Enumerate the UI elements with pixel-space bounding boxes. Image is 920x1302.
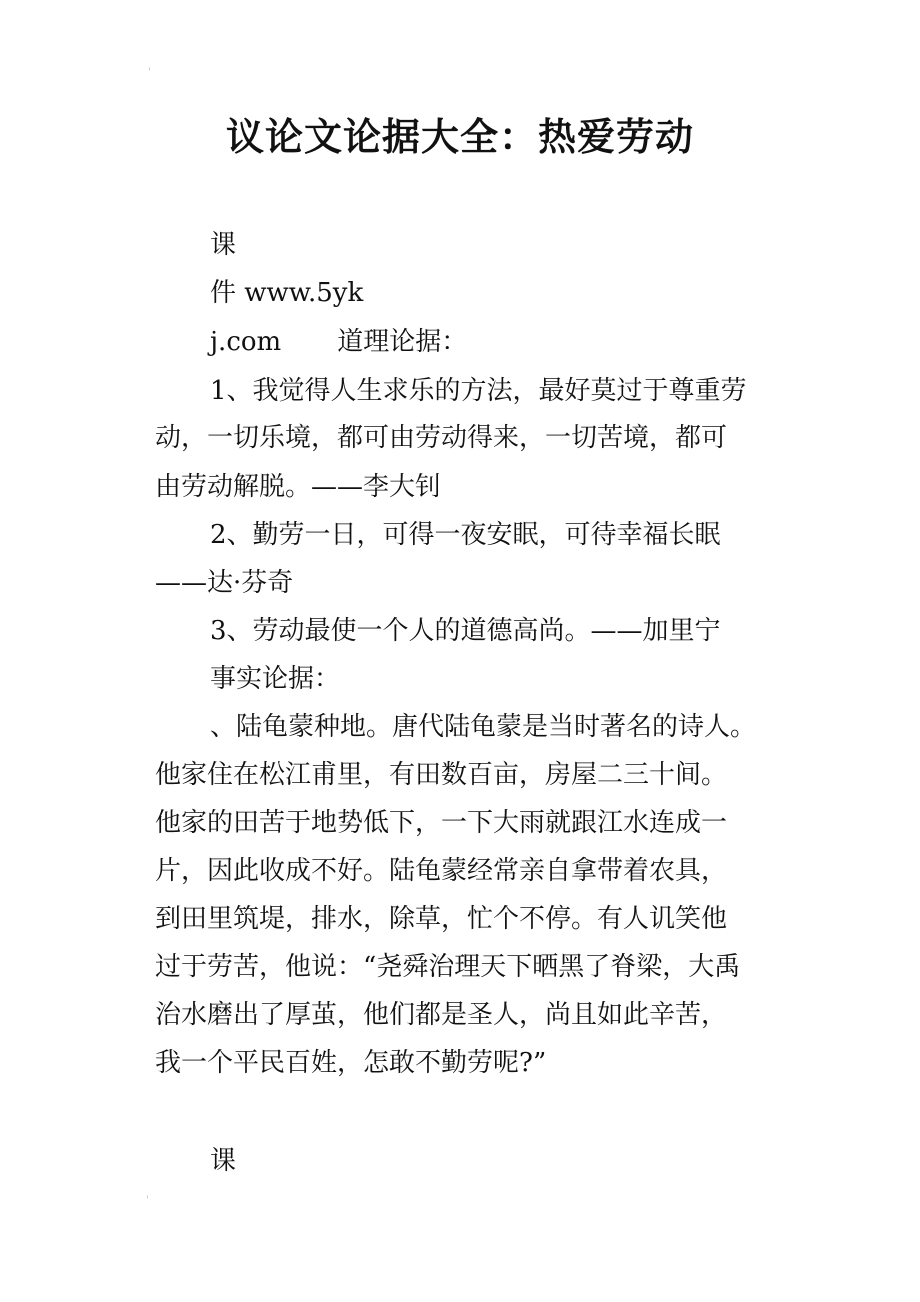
header-line-3 [210, 325, 467, 359]
fact-line-7: 治水磨出了厚茧，他们都是圣人，尚且如此辛苦， [155, 1000, 728, 1030]
reason-2-line-1: 2、勤劳一日，可得一夜安眠，可待幸福长眠 [210, 520, 721, 550]
reason-1-line-1: 1、我觉得人生求乐的方法，最好莫过于尊重劳 [210, 376, 747, 406]
fact-heading: 事实论据： [210, 664, 341, 694]
reason-1-line-2: 动，一切乐境，都可由劳动得来，一切苦境，都可 [155, 423, 728, 453]
fact-line-2: 他家住在松江甫里，有田数百亩，房屋二三十间。 [155, 760, 728, 790]
reason-3-line-1: 3、劳动最使一个人的道德高尚。——加里宁 [210, 616, 721, 646]
footer-line: 课 [210, 1146, 237, 1176]
header-url-fragment: j.com [210, 327, 282, 357]
fact-line-4: 片，因此收成不好。陆龟蒙经常亲自拿带着农具， [155, 856, 728, 886]
fact-line-6: 过于劳苦，他说：“尧舜治理天下晒黑了脊梁，大禹 [155, 952, 741, 982]
corner-mark-bottom: ' [146, 1195, 149, 1206]
fact-line-1: 、陆龟蒙种地。唐代陆龟蒙是当时著名的诗人。 [210, 712, 757, 742]
fact-line-8: 我一个平民百姓，怎敢不勤劳呢?” [155, 1048, 547, 1078]
fact-line-3: 他家的田苦于地势低下，一下大雨就跟江水连成一 [155, 808, 728, 838]
header-line-2: 件 www.5yk [210, 278, 364, 308]
page-title: 议论文论据大全：热爱劳动 [225, 115, 694, 159]
reason-heading: 道理论据： [337, 327, 468, 357]
header-line-1: 课 [210, 230, 237, 260]
reason-2-line-2: ——达·芬奇 [155, 568, 294, 598]
corner-mark-top: ' [148, 67, 151, 78]
fact-line-5: 到田里筑堤，排水，除草，忙个不停。有人讥笑他 [155, 904, 728, 934]
reason-1-line-3: 由劳动解脱。——李大钊 [155, 472, 442, 502]
